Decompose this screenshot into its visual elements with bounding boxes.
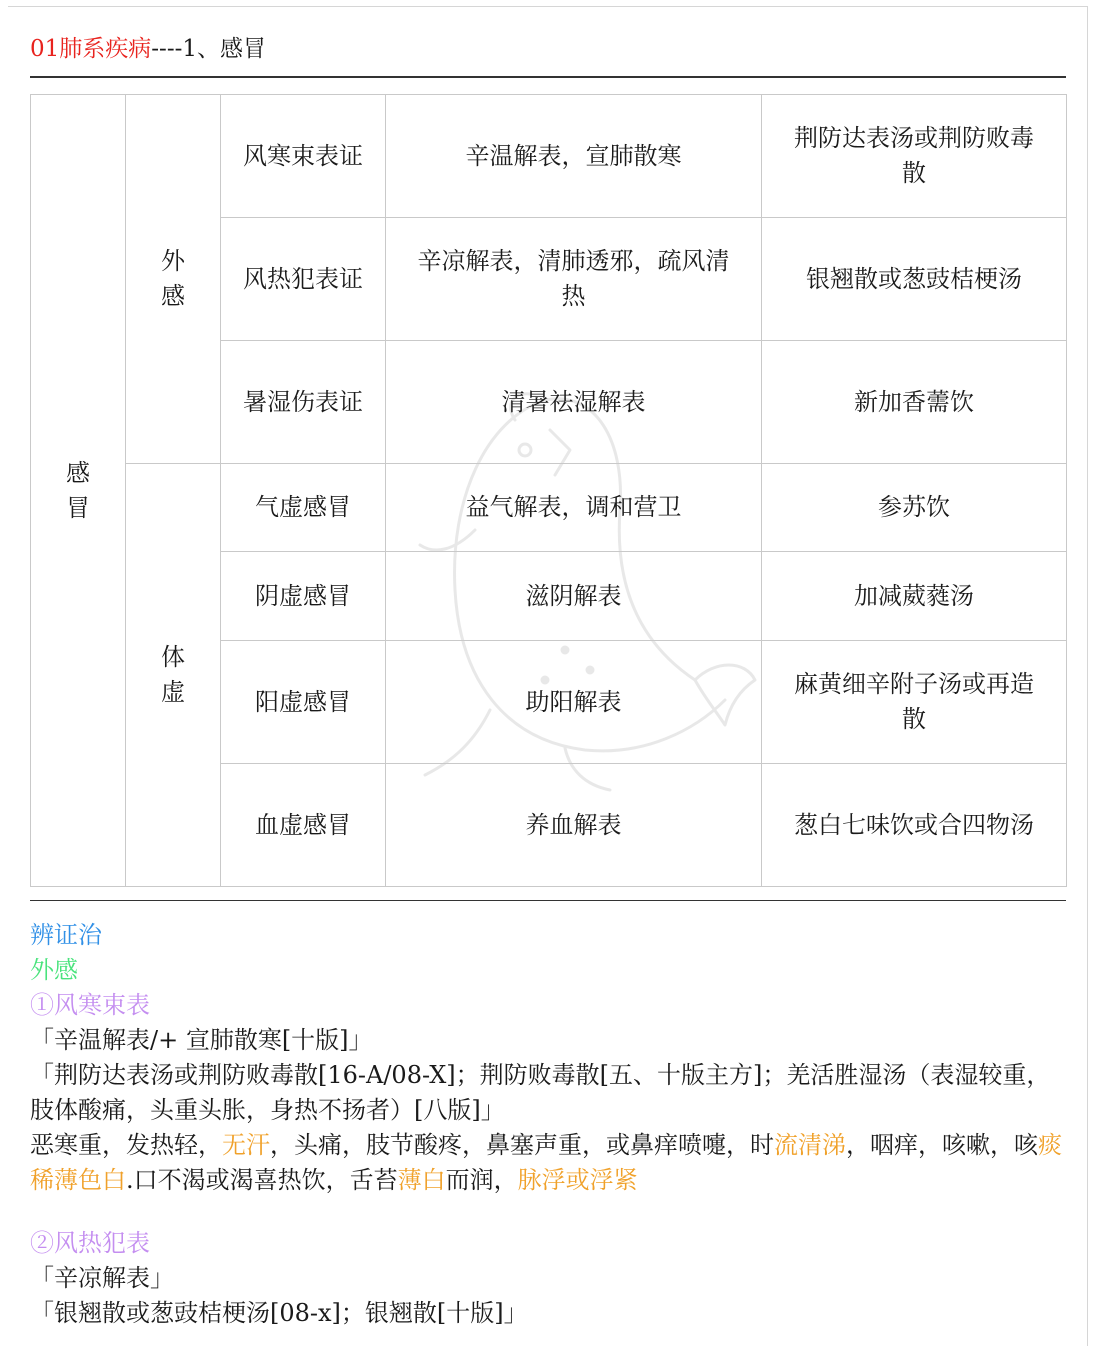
symptom-text: 恶寒重，发热轻， <box>30 1131 222 1159</box>
symptom-text: 而润， <box>445 1166 518 1194</box>
syndrome-title-1: ①风寒束表 <box>30 991 150 1019</box>
header-divider <box>30 76 1066 78</box>
treatment-cell: 益气解表，调和营卫 <box>386 464 762 552</box>
disease-cell: 感冒 <box>31 95 126 887</box>
formula-line-1: 「荆防达表汤或荆防败毒散[16-A/08-X]；荆防败毒散[五、十版主方]；羌活胜湿汤（表湿较重，肢体酸痛，头重头胀，身热不扬者）[八版]」 <box>30 1061 1051 1124</box>
symptom-text: .口不渴或渴喜热饮，舌苔 <box>126 1166 398 1194</box>
formula-cell: 新加香薷饮 <box>762 341 1067 464</box>
group-cell-external: 外感 <box>126 95 221 464</box>
formula-cell: 葱白七味饮或合四物汤 <box>762 764 1067 887</box>
symptom-highlight: 薄白 <box>397 1166 446 1194</box>
page-header <box>30 34 266 64</box>
formula-cell: 荆防达表汤或荆防败毒散 <box>762 95 1067 218</box>
syndrome-cell: 风热犯表证 <box>221 218 386 341</box>
group-cell-deficiency: 体虚 <box>126 464 221 887</box>
symptom-highlight: 痰稀薄色白 <box>30 1131 1062 1194</box>
syndrome-cell: 暑湿伤表证 <box>221 341 386 464</box>
syndrome-cell: 风寒束表证 <box>221 95 386 218</box>
symptom-highlight: 流清涕 <box>774 1131 846 1159</box>
method-line-2: 「辛凉解表」 <box>30 1264 174 1292</box>
syndrome-title-2: ②风热犯表 <box>30 1229 150 1257</box>
notes-section <box>30 918 1066 1331</box>
treatment-cell: 滋阴解表 <box>386 552 762 641</box>
treatment-cell: 辛温解表，宣肺散寒 <box>386 95 762 218</box>
section-divider <box>30 900 1066 901</box>
treatment-cell: 助阳解表 <box>386 641 762 764</box>
syndrome-cell: 阳虚感冒 <box>221 641 386 764</box>
symptom-text: ，头痛，肢节酸疼，鼻塞声重，或鼻痒喷嚏，时 <box>270 1131 774 1159</box>
header-topic: ----1、感冒 <box>151 36 267 62</box>
syndrome-cell: 血虚感冒 <box>221 764 386 887</box>
notes-heading: 辨证治 <box>30 921 102 949</box>
treatment-cell: 养血解表 <box>386 764 762 887</box>
symptom-text: ，咽痒，咳嗽，咳 <box>846 1131 1038 1159</box>
formula-cell: 参苏饮 <box>762 464 1067 552</box>
formula-cell: 麻黄细辛附子汤或再造散 <box>762 641 1067 764</box>
formula-line-2: 「银翘散或葱豉桔梗汤[08-x]；银翘散[十版]」 <box>30 1299 528 1327</box>
symptoms-paragraph <box>30 1128 1066 1198</box>
symptom-highlight: 无汗 <box>222 1131 270 1159</box>
treatment-cell: 辛凉解表，清肺透邪，疏风清热 <box>386 218 762 341</box>
treatment-cell: 清暑祛湿解表 <box>386 341 762 464</box>
notes-subheading: 外感 <box>30 956 78 984</box>
formula-cell: 银翘散或葱豉桔梗汤 <box>762 218 1067 341</box>
method-line-1: 「辛温解表/+ 宣肺散寒[十版]」 <box>30 1026 373 1054</box>
symptom-highlight: 脉浮或浮紧 <box>517 1166 638 1194</box>
formula-cell: 加减葳蕤汤 <box>762 552 1067 641</box>
syndrome-cell: 气虚感冒 <box>221 464 386 552</box>
syndrome-cell: 阴虚感冒 <box>221 552 386 641</box>
syndrome-table <box>30 94 1067 887</box>
header-category: 01肺系疾病 <box>30 36 152 62</box>
